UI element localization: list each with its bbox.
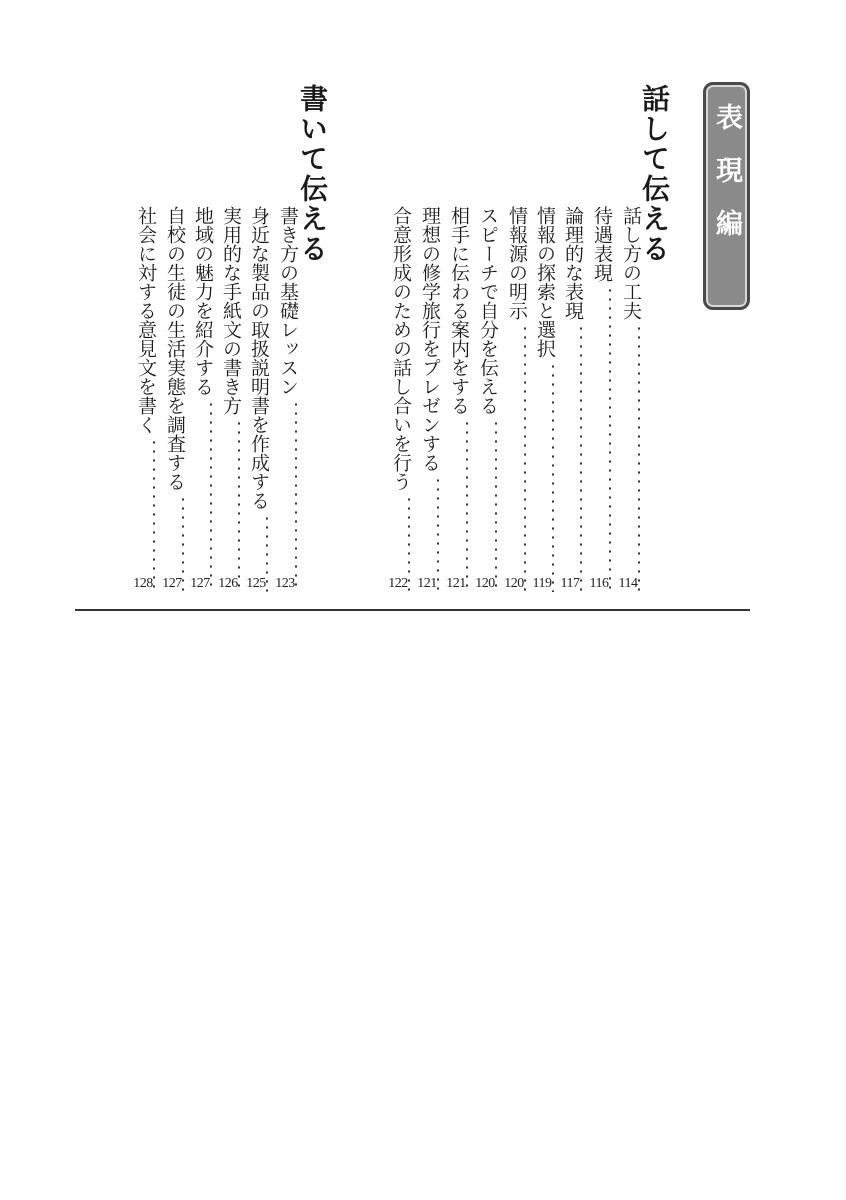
toc-entry-page-number: 126 xyxy=(218,576,238,591)
toc-entry-page-number: 119 xyxy=(532,576,552,591)
toc-entry[interactable] xyxy=(415,206,439,596)
toc-entry[interactable] xyxy=(444,206,468,596)
toc-entry[interactable] xyxy=(502,206,526,596)
toc-entry-title: 情報源の明示 xyxy=(506,206,528,320)
toc-entry-page-number: 127 xyxy=(162,576,182,591)
toc-entry-page-number: 123 xyxy=(275,576,295,591)
toc-leader-dots xyxy=(558,320,582,596)
toc-entry[interactable] xyxy=(273,206,297,596)
toc-entry[interactable] xyxy=(386,206,410,596)
toc-entry-title: 書き方の基礎レッスン xyxy=(277,206,299,396)
section-heading-writing: 書いて伝える xyxy=(296,84,329,264)
toc-leader-dots xyxy=(473,415,497,596)
toc-entry-title: 相手に伝わる案内をする xyxy=(448,206,470,415)
toc-leader-dots xyxy=(216,415,240,596)
toc-entry-title: 理想の修学旅行をプレゼンする xyxy=(419,206,441,472)
toc-entry-title: 合意形成のための話し合いを行う xyxy=(390,206,412,491)
toc-entry-page-number: 121 xyxy=(417,576,437,591)
toc-entry[interactable] xyxy=(616,206,640,596)
toc-leader-dots xyxy=(273,396,297,596)
toc-entry-title: 話し方の工夫 xyxy=(620,206,642,320)
toc-entry[interactable] xyxy=(473,206,497,596)
divider-line xyxy=(75,609,750,611)
toc-entry-title: 身近な製品の取扱説明書を作成する xyxy=(248,206,270,510)
toc-entry-title: 待遇表現 xyxy=(591,206,613,282)
toc-entry-page-number: 116 xyxy=(589,576,609,591)
toc-entry[interactable] xyxy=(131,206,155,596)
toc-leader-dots xyxy=(530,358,554,596)
toc-leader-dots xyxy=(444,415,468,596)
toc-entry-title: スピーチで自分を伝える xyxy=(477,206,499,415)
toc-entry[interactable] xyxy=(188,206,212,596)
toc-entry-title: 自校の生徒の生活実態を調査する xyxy=(164,206,186,491)
toc-entry-page-number: 120 xyxy=(504,576,524,591)
section-badge: 表現編 xyxy=(703,82,750,310)
toc-entry-title: 実用的な手紙文の書き方 xyxy=(220,206,242,415)
toc-leader-dots xyxy=(587,282,611,596)
section-heading-speaking: 話して伝える xyxy=(638,84,671,264)
toc-leader-dots xyxy=(616,320,640,596)
toc-entry-page-number: 117 xyxy=(560,576,580,591)
toc-entry-title: 論理的な表現 xyxy=(562,206,584,320)
toc-entry[interactable] xyxy=(244,206,268,596)
toc-entry-title: 社会に対する意見文を書く xyxy=(135,206,157,434)
toc-entry-page-number: 121 xyxy=(446,576,466,591)
toc-entry[interactable] xyxy=(558,206,582,596)
toc-entry-title: 情報の探索と選択 xyxy=(534,206,556,358)
toc-entry-title: 地域の魅力を紹介する xyxy=(192,206,214,396)
toc-entry[interactable] xyxy=(587,206,611,596)
toc-entry-page-number: 122 xyxy=(388,576,408,591)
toc-entry-page-number: 114 xyxy=(618,576,638,591)
toc-entry[interactable] xyxy=(160,206,184,596)
toc-leader-dots xyxy=(131,434,155,596)
toc-leader-dots xyxy=(502,320,526,596)
toc-entry-page-number: 120 xyxy=(475,576,495,591)
toc-entry[interactable] xyxy=(216,206,240,596)
toc-entry[interactable] xyxy=(530,206,554,596)
toc-entry-page-number: 128 xyxy=(133,576,153,591)
toc-leader-dots xyxy=(188,396,212,596)
toc-entry-page-number: 127 xyxy=(190,576,210,591)
toc-entry-page-number: 125 xyxy=(246,576,266,591)
